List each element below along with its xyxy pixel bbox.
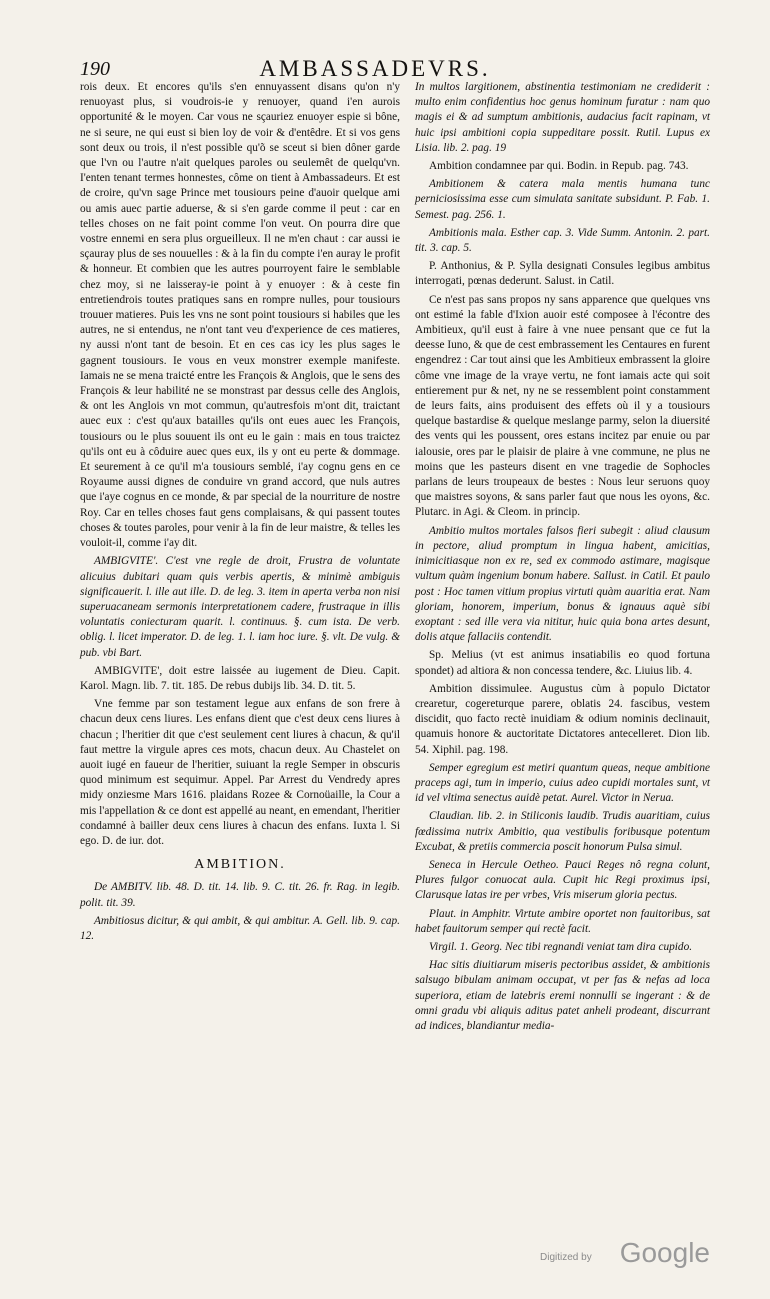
paragraph: Plaut. in Amphitr. Virtute ambire oportet non fauitoribus, sat habet fauitorum semper qui rectè facit. [415,907,710,935]
paragraph: P. Anthonius, & P. Sylla designati Consules legibus ambitus interrogati, pœnas dederunt. Salust. in Catil. [415,260,710,288]
left-column [80,80,400,944]
paragraph: Sp. Melius (vt est animus insatiabilis eo quod fortuna spondet) ad altiora & non concessa tendere, &c. Liuius lib. 4. [415,649,710,677]
paragraph: Ambitionis mala. Esther cap. 3. Vide Summ. Antonin. 2. part. tit. 3. cap. 5. [415,226,710,255]
paragraph: Ambition dissimulee. Augustus cùm à populo Dictator crearetur, cogereturque parere, oblatis 24. fascibus, vestem discidit, quo facto rectè inuidiam & odium nominis declinauit, quamuis honore & auctoritate Dictatores antecelleret. Dion lib. 54. Xiphil. pag. 198. [415,682,710,756]
right-column [415,80,710,1034]
paragraph: Claudian. lib. 2. in Stiliconis laudib. Trudis auaritiam, cuius fœdissima nutrix Ambitio, qua vestibulis foribusque potentum Excubat, & pretiis commercia poscit honorum Pulsa simul. [415,810,710,853]
paragraph: In multos largitionem, abstinentia testimoniam ne crediderit : multo enim confidentius hoc genus hominum furatur : nam quo magis ei & ad sumptum ambitionis, audacius facit rapinam, vt huic ipsi ambitioni copia suppeditare possit. Rutil. Lupus ex Lisia. lib. 2. pag. 19 [415,81,710,154]
paragraph: Semper egregium est metiri quantum queas, neque ambitione praceps agi, tum in imperio, cuius adeo cupidi mortales sunt, vt id vel vltima senectus auidè petat. Aurel. Victor in Nerua. [415,761,710,805]
paragraph: Ce n'est pas sans propos ny sans apparence que quelques vns ont estimé la fable d'Ixion auoir esté composee à l'écontre des Ambitieux, qu'il eust à faire à vne nuee pensant que ce fut la deesse Iuno, & que de cest embrassement les Centaures en furent engendrez : Car tout ainsi que les Ambitieux embrassent la gloire côme vne image de la vraye vertu, ne font iamais acte qui soit entierement pur & net, ny ne se ressemblent point constamment de leurs faits, ains produisent des effets où il y a tousiours quelque bastardise & quelque meslange parmy, selon la diuersité des vents qui les poussent, ores estans incitez par enuie ou par ialousie, ores par le plaisir de plaire à vne commune, ne plus ne moins que les pasteurs disent en vne tragedie de Sophocles parlans de leurs troupeaux de bestes : Nous leur seruons quoy que maistres soyons, & sans parler faut que nous les oyons, &c. Plutarc. in Agi. & Cleom. in princip. [415,293,710,519]
digitized-label: Digitized by [540,1252,592,1263]
paragraph: Ambitionem & catera mala mentis humana tunc perniciosissima esse cum simulata sanitate subsidunt. P. Fab. 1. Semest. pag. 256. 1. [415,178,710,221]
paragraph: Hac sitis diuitiarum miseris pectoribus assidet, & ambitionis salsugo bibulam animam occupat, vt per fas & nefas ad loca superiora, etiam de latebris eremi nonnulli se ingerant : & de omni gradu vbi aliquis aditus patet anheli prodeant, discurrant ad indices, blandiantur media- [415,959,710,1032]
paragraph: Seneca in Hercule Oetheo. Pauci Reges nô regna colunt, Plures fulgor conuocat aula. Cupit hic Regi proximus ipsi, Clarusque latas ire per vrbes, Vris miserum gloria pectus. [415,858,710,902]
paragraph: AMBIGVITE'. C'est vne regle de droit, Frustra de voluntate alicuius dubitari quam quis verbis apertis, & minimè ambiguis significauerit. l. ille aut ille. D. de leg. 3. item in aperta verba non nisi superuacaneam sermonis interpretationem cadere, frustraque in illis voluntatis coniecturam quarit. l. continuus. §. cum ista. De verb. oblig. l. licet imperator. D. de leg. 1. l. iam hoc iure. §. vlt. De vulg. & pub. vbi Bart. [80,555,400,659]
paragraph: Vne femme par son testament legue aux enfans de son frere à chacun deux cens liures. Les enfans dient que c'est deux cens liures à chacun ; l'heritier dit que c'est seulement cent liures à chacun, & qu'il faut mettre la virgule apres ces mots, chacun deux. Au Chastelet on auoit iugé en faueur de l'heritier, suiuant la regle Semper in obscuris quod minimum est sequimur. Appel. Par Arrest du Vendredy apres midy onziesme Mars 1616. plaidans Rozee & Cornoüaille, la Cour a mis l'appellation & ce dont est appellé au neant, en emendant, l'heritier condamné à bailler deux cens liures à chacun des enfans. Iuxta l. Si ego. D. de iur. dot. [80,698,400,847]
digitized-by-google-watermark [540,1229,710,1269]
paragraph: Ambitio multos mortales falsos fieri subegit : aliud clausum in pectore, aliud promptum in lingua habent, amicitias, inimicitiasque non ex re, sed ex commodo astimare, magisque vultum quàm ingenium bonum habere. Sallust. in Catil. Et paulo post : Hoc tamen vitium propius virtuti quàm auaritia erat. Nam gloriam, honorem, imperium, bonus & ignauus aquè sibi exoptant : sed ille vera via nititur, huic quia bona artes desunt, dolis atque fallaciis contendit. [415,524,710,644]
paragraph: De AMBITV. lib. 48. D. tit. 14. lib. 9. C. tit. 26. fr. Rag. in legib. polit. tit. 39. [80,881,400,909]
paragraph: rois deux. Et encores qu'ils s'en ennuyassent disans qu'on n'y renuoyast plus, si voudrois-ie y renuoyer, quand i'en aurois opportunité & le moyen. Car vous ne sçauriez enuoyer espie si bône, ne si seure, ne qui eust si bien loy de voir & d'entêdre. Et si vos gens sont deux ou trois, il n'est possible qu'õ se sceut si bien dôner garde que l'vn ou l'autre n'ait quelques paroles ou seulemêt de quelqu'vn. I'enten tenant termes honnestes, côme on tient à Ambassadeurs. Et est de croire, qu'vn sage Prince met tousiours peine d'auoir quelque ami ou amis auec partie aduerse, & si s'en garde comme il peut : car en telles choses on ne fait point comme l'on veut. On pourra dire que vostre ennemi en sera plus orgueilleux. Il ne m'en chaut : car aussi ie sçauray plus de ses nouuelles : & à la fin du compte i'en auray le profit & honneur. Et combien que les autres pourroyent faire le semblable chez moy, si ne laisseray-ie point à y enuoyer : & à ceste fin entretiendrois toutes pratiques sans en rompre nulles, pour tousiours trouuer matieres. Puis les vns ne sont point tousiours si habiles que les autres, ne si entendus, ne n'ont tant veu d'experience de ces matieres, ny aussi n'ont tant de besoin. Et en ces cas icy les plus sages le gagnent tousiours. Ie vous en veux monstrer exemple manifeste. Iamais ne se mena traicté entre les François & Anglois, que le sens des François & leur habilité ne se monstrast par dessus celle des Anglois, & ont les Anglois vn mot commun, qu'autresfois m'ont dit, traictant auec eux : c'est qu'aux batailles qu'ils ont eues auec les François, tousiours ou le plus souuent ils ont eu le gain : mais en tous traictez qu'ils ont eu à côduire auec ques eux, ils y ont eu perte & dommage. Et seurement à ce qu'il m'a tousiours semblé, i'ay cognu gens en ce Royaume aussi dignes de conduire vn grand accord, que nuls autres que i'aye cognus en ce monde, & par special de la nourriture de nostre Roy. Car en telles choses faut gens complaisans, & qui passent toutes choses & toutes paroles, pour venir à la fin de leur maistre, & telles les vouloit-il, comme i'ay dit. [80,81,400,550]
paragraph: AMBIGVITE', doit estre laissée au iugement de Dieu. Capit. Karol. Magn. lib. 7. tit. 185. De rebus dubijs lib. 34. D. tit. 5. [80,664,400,692]
paragraph: Ambitiosus dicitur, & qui ambit, & qui ambitur. A. Gell. lib. 9. cap. 12. [80,914,400,942]
paragraph: Ambition condamnee par qui. Bodin. in Repub. pag. 743. [429,160,689,173]
page-number: 190 [80,58,110,80]
section-heading: AMBITION. [194,857,286,873]
google-logo: Google [619,1237,710,1268]
paragraph: Virgil. 1. Georg. Nec tibi regnandi veniat tam dira cupido. [429,940,693,953]
running-head: AMBASSADEVRS. [259,56,491,81]
